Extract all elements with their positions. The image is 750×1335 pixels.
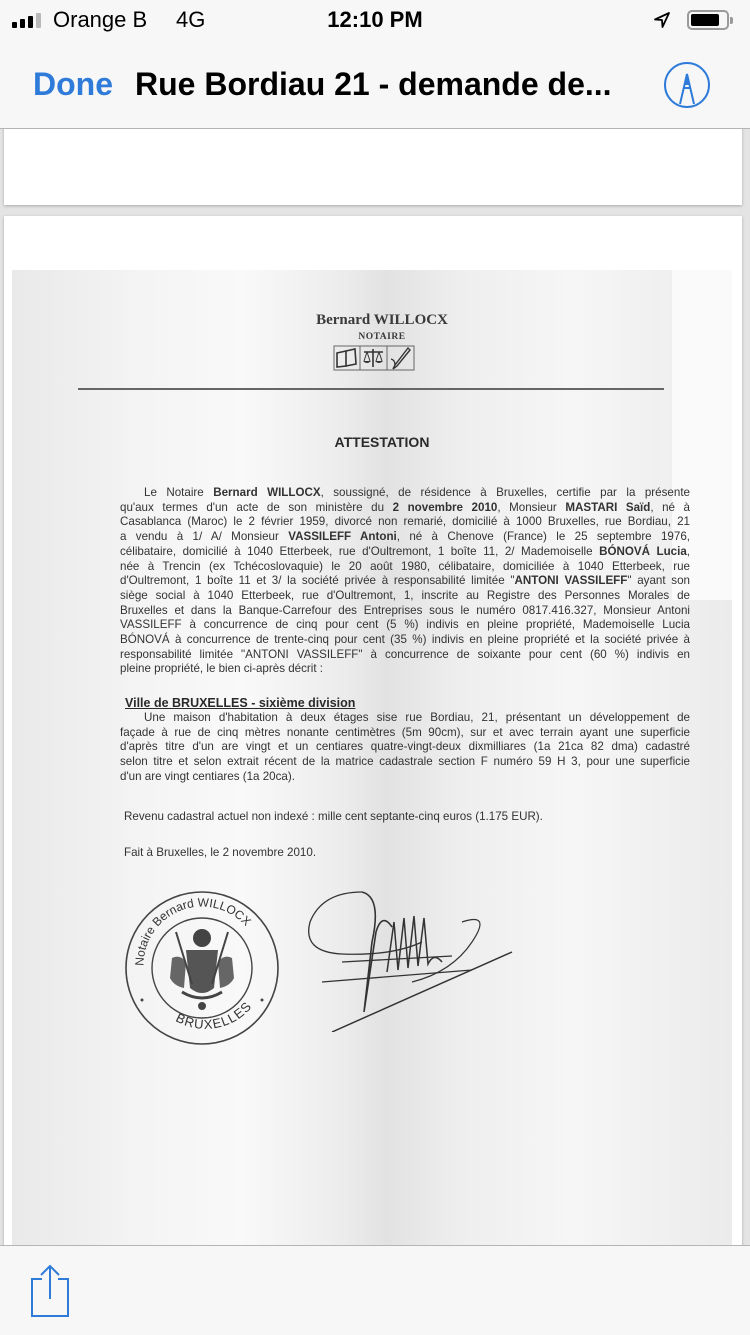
bold-segment: VASSILEFF Antoni (288, 530, 397, 544)
text-segment: VASSILEFF à concurrence de cinq pour cent (5 %) indivis en pleine propriété, Mademoiselle Lucia (120, 618, 690, 632)
bold-segment: BÓNOVÁ Lucia (599, 544, 687, 558)
markup-button[interactable] (664, 62, 710, 108)
current-page (4, 216, 742, 1254)
status-bar (0, 0, 750, 40)
paragraph-line (120, 662, 690, 677)
text-segment: , (686, 544, 691, 558)
text-segment: d'Oultremont, 1 boîte 11 et 3/ la société privée à responsabilité limitée " (120, 574, 515, 588)
notary-seal-icon (122, 888, 282, 1048)
paragraph-line (120, 589, 690, 604)
text-segment: , Monsieur (497, 500, 566, 514)
bold-segment: ANTONI VASSILEFF (514, 574, 628, 588)
letterhead-divider (78, 388, 664, 390)
paragraph-line: façade à rue de cinq mètres nonante centimètres (5m 90cm), sur et avec terrain ayant une superficie (120, 725, 690, 739)
status-time: 12:10 PM (327, 7, 423, 32)
letterhead-role: NOTAIRE (358, 332, 406, 342)
text-segment: qu'aux termes d'un acte de son ministère du (120, 500, 393, 514)
text-segment: , né à Chenove (France) le 25 septembre 1976, (396, 530, 690, 544)
text-segment: Casablanca (Maroc) le 2 février 1959, divorcé non remarié, domicilié à 1000 Bruxelles, rue Bordiau, 21 (120, 515, 690, 529)
attestation-title: ATTESTATION (334, 434, 430, 450)
text-segment: a vendu à 1/ A/ Monsieur (120, 530, 289, 544)
scanned-document (12, 270, 732, 1254)
book-scales-pen-emblem-icon (333, 345, 415, 371)
property-location-heading: Ville de BRUXELLES - sixième division (125, 696, 356, 710)
paragraph-line (120, 545, 690, 560)
bold-segment: 2 novembre 2010 (392, 500, 498, 514)
text-segment: pleine propriété, le bien ci-après décrit : (120, 662, 323, 676)
bold-segment: MASTARI Saïd (565, 500, 651, 514)
location-arrow-icon (652, 10, 672, 30)
document-title: Rue Bordiau 21 - demande de... (135, 66, 612, 102)
cadastral-revenue: Revenu cadastral actuel non indexé : mille cent septante-cinq euros (1.175 EUR). (124, 810, 543, 823)
paragraph-line: selon titre et selon extrait récent de la matrice cadastrale section F numéro 59 H 3, pour une superficie (120, 755, 690, 769)
text-segment: célibataire, domicilié à 1040 Etterbeek, rue d'Oultremont, 1 boîte 11, 2/ Mademoiselle (120, 544, 600, 558)
bold-segment: Bernard WILLOCX (213, 486, 321, 499)
paragraph-line (120, 574, 690, 589)
paragraph-line: Une maison d'habitation à deux étages sise rue Bordiau, 21, présentant un développement de (144, 711, 690, 724)
paragraph-line (120, 604, 690, 619)
seal-top-text: Notaire Bernard WILLOCX (132, 895, 254, 967)
text-segment: , soussigné, de résidence à Bruxelles, certifie par la présente (320, 486, 690, 499)
text-segment: , né à (650, 500, 690, 514)
battery-icon (687, 10, 729, 30)
text-segment: BÓNOVÁ à concurrence de trente-cinq pour cent (35 %) indivis en pleine propriété et la société privée à (120, 633, 690, 647)
text-segment: responsabilité limitée "ANTONI VASSILEFF" à concurrence de soixante pour cent (60 %) indivis en (120, 647, 690, 661)
carrier-name: Orange B (53, 7, 148, 32)
paragraph-line (120, 486, 690, 501)
paragraph-line (120, 633, 690, 648)
paragraph-line: d'après titre d'un are vingt et un centiares quatre-vingt-deux dixmilliares (1a 21ca 82 dma) cadastré (120, 740, 690, 754)
battery-level-fill (691, 14, 719, 26)
battery-nub (730, 17, 733, 24)
paragraph-line (120, 530, 690, 545)
paragraph-line (120, 501, 690, 516)
navigation-bar (0, 40, 750, 129)
letterhead-name: Bernard WILLOCX (316, 312, 448, 328)
document-viewer[interactable] (0, 129, 750, 1254)
share-icon[interactable] (30, 1264, 70, 1318)
previous-page (4, 129, 742, 205)
paragraph-line (120, 560, 690, 575)
network-type: 4G (176, 7, 206, 32)
text-segment: Bruxelles et dans la Banque-Carrefour des Entreprises sous le numéro 0817.416.327, Monsieur Antoni (120, 603, 690, 617)
attestation-paragraph (120, 486, 690, 677)
paragraph-line: d'un are vingt centiares (1a 20ca). (120, 769, 295, 783)
paragraph-line (120, 648, 690, 663)
bottom-toolbar (0, 1245, 750, 1335)
text-segment: Le Notaire (144, 486, 214, 499)
markup-pen-icon (666, 64, 708, 106)
paragraph-line (120, 618, 690, 633)
text-segment: " ayant son (627, 574, 690, 588)
text-segment: siège social à 1040 Etterbeek, rue d'Oultremont, 1, inscrite au Registre des Personnes Morales de (120, 588, 690, 602)
done-button[interactable]: Done (33, 66, 113, 102)
property-description (120, 711, 690, 785)
paragraph-line (120, 515, 690, 530)
seal-bottom-text: BRUXELLES (173, 998, 255, 1033)
svg-text:BRUXELLES (174, 998, 255, 1032)
handwritten-signature-icon (302, 882, 522, 1032)
signed-place-date: Fait à Bruxelles, le 2 novembre 2010. (124, 846, 317, 859)
text-segment: née à Trencin (ex Tchécoslovaquie) le 20 août 1980, célibataire, domiciliée à 1040 Etterbeek, rue (120, 559, 690, 573)
